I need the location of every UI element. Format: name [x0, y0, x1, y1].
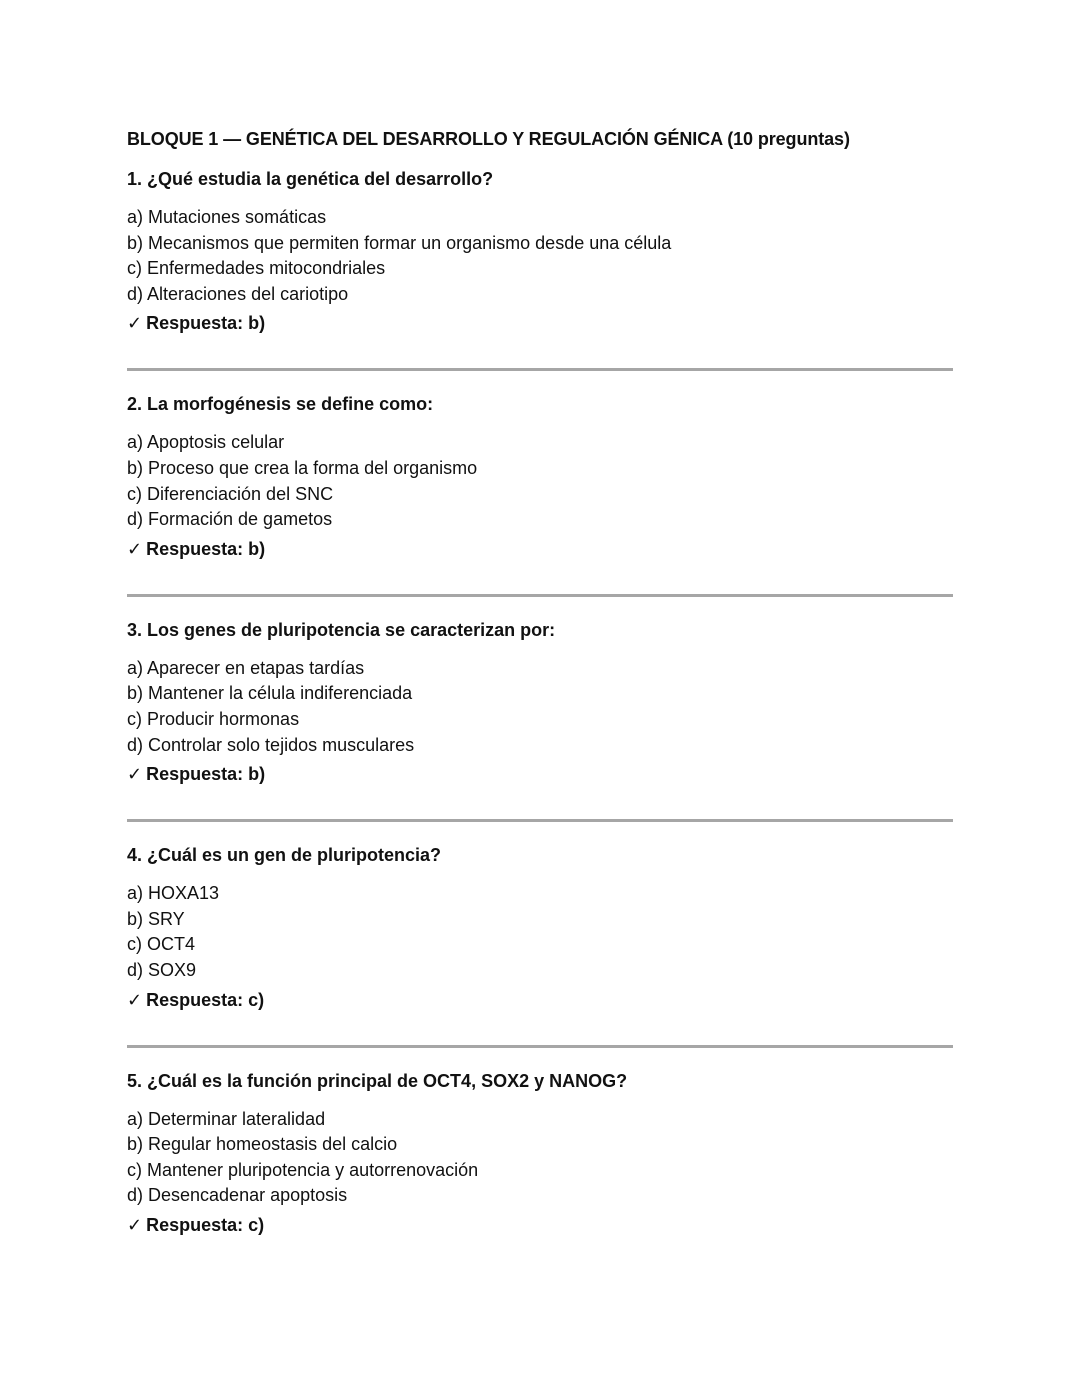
- answer-option: d) Formación de gametos: [127, 509, 333, 530]
- answer-option: c) Enfermedades mitocondriales: [127, 258, 386, 279]
- question-title: 3. Los genes de pluripotencia se caracterizan por:: [127, 619, 556, 640]
- correct-answer: [127, 987, 953, 1013]
- checkmark-icon: ✓: [127, 313, 143, 334]
- answer-text: Respuesta: b): [146, 764, 266, 785]
- question-title: 4. ¿Cuál es un gen de pluripotencia?: [127, 845, 442, 866]
- correct-answer: [127, 1212, 953, 1238]
- section-divider: [127, 368, 953, 371]
- answer-option: b) Mecanismos que permiten formar un organismo desde una célula: [127, 232, 672, 253]
- answer-option: b) SRY: [127, 908, 185, 929]
- answer-option: c) OCT4: [127, 934, 196, 955]
- question-3: [127, 617, 953, 787]
- answer-option: a) Apoptosis celular: [127, 432, 285, 453]
- answer-text: Respuesta: b): [146, 313, 266, 334]
- checkmark-icon: ✓: [127, 538, 143, 559]
- block-title: BLOQUE 1 — GENÉTICA DEL DESARROLLO Y REGULACIÓN GÉNICA (10 preguntas): [127, 129, 850, 149]
- answer-text: Respuesta: b): [146, 538, 266, 559]
- correct-answer: [127, 310, 953, 336]
- question-2: [127, 391, 953, 561]
- answer-option: d) Controlar solo tejidos musculares: [127, 734, 415, 755]
- question-4: [127, 842, 953, 1012]
- answer-option: b) Proceso que crea la forma del organismo: [127, 457, 478, 478]
- answer-option: b) Mantener la célula indiferenciada: [127, 683, 413, 704]
- answer-option: c) Mantener pluripotencia y autorrenovación: [127, 1159, 479, 1180]
- correct-answer: [127, 761, 953, 787]
- answer-option: b) Regular homeostasis del calcio: [127, 1134, 398, 1155]
- question-title: 2. La morfogénesis se define como:: [127, 394, 434, 415]
- answer-option: c) Diferenciación del SNC: [127, 483, 334, 504]
- checkmark-icon: ✓: [127, 989, 143, 1010]
- answer-option: c) Producir hormonas: [127, 708, 300, 729]
- answer-option: a) Determinar lateralidad: [127, 1108, 326, 1129]
- section-divider: [127, 819, 953, 822]
- document-content: [127, 126, 953, 1238]
- section-divider: [127, 594, 953, 597]
- correct-answer: [127, 536, 953, 562]
- section-divider: [127, 1045, 953, 1048]
- answer-option: a) Mutaciones somáticas: [127, 207, 327, 227]
- answer-option: a) Aparecer en etapas tardías: [127, 657, 365, 678]
- answer-option: a) HOXA13: [127, 883, 220, 904]
- checkmark-icon: ✓: [127, 1214, 143, 1235]
- question-title: 1. ¿Qué estudia la genética del desarrollo?: [127, 169, 494, 189]
- answer-text: Respuesta: c): [146, 1214, 265, 1235]
- answer-option: d) SOX9: [127, 959, 197, 980]
- checkmark-icon: ✓: [127, 764, 143, 785]
- answer-option: d) Desencadenar apoptosis: [127, 1185, 348, 1206]
- question-5: [127, 1068, 953, 1238]
- answer-option: d) Alteraciones del cariotipo: [127, 283, 349, 304]
- question-1: [127, 166, 953, 336]
- question-title: 5. ¿Cuál es la función principal de OCT4, SOX2 y NANOG?: [127, 1070, 628, 1091]
- question-list: [127, 166, 953, 1238]
- answer-text: Respuesta: c): [146, 989, 265, 1010]
